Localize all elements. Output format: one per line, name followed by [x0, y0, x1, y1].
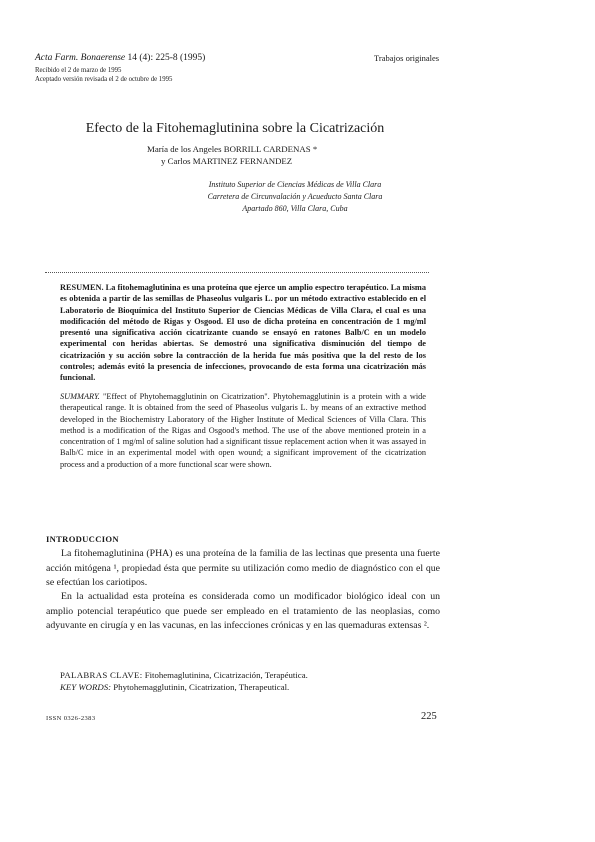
author-list	[147, 143, 317, 167]
intro-paragraph-1: La fitohemaglutinina (PHA) es una proteína de la familia de las lectinas que presenta una fuerte acción mitógena ¹, propiedad ésta que permite su utilización como medio de diagnóstico con el que se efectúan los cariotipos.	[46, 548, 440, 589]
affiliation-line-3: Apartado 860, Villa Clara, Cuba	[242, 204, 348, 213]
resumen-label: RESUMEN.	[60, 283, 104, 292]
affiliation-line-2: Carretera de Circunvalación y Acueducto Santa Clara	[207, 192, 383, 201]
article-dates	[35, 66, 172, 84]
author-line-2: y Carlos MARTINEZ FERNANDEZ	[161, 156, 293, 166]
journal-volume: 14 (4): 225-8 (1995)	[127, 53, 206, 63]
keywords-es-label: PALABRAS CLAVE:	[60, 670, 143, 680]
summary-text: "Effect of Phytohemagglutinin on Cicatrization". Phytohemagglutinin is a protein with a wide therapeutical range. It is obtained from the seed of Phaseolus vulgaris L. by means of an extractive method developed in the Biochemistry Laboratory of the Higher Institute of Medical Sciences of Villa Clara. This method is a modification of the Rigas and Osgood's method. The use of the above mentioned protein in a concentration of 1 mg/ml of saline solution had a significant tissue replacement action when it was assayed in Balb/C mice in an experimental model with open wound; a significant improvement of the cicatrization process and a production of a more functional scar were shown.	[60, 392, 426, 469]
abstract-english	[60, 391, 426, 470]
summary-label: SUMMARY.	[60, 392, 100, 401]
separator-rule	[45, 272, 429, 273]
issn: ISSN 0326-2383	[46, 715, 96, 722]
keywords-spanish	[60, 669, 308, 681]
section-heading: INTRODUCCION	[46, 534, 119, 544]
page-number: 225	[421, 711, 437, 722]
affiliation	[170, 179, 420, 215]
resumen-text: La fitohemaglutinina es una proteína que ejerce un amplio espectro terapéutico. La misma es obtenida a partir de las semillas de Phaseolus vulgaris L. por un método extractivo establecido en el Laboratorio de Bioquímica del Instituto Superior de Ciencias Médicas de Villa Clara, el cual es una modificación del método de Rigas y Osgood. El uso de dicha proteína en concentración de 1 mg/ml presentó una significativa acción cicatrizante cuando se ensayó en ratones Balb/C en un modelo experimental con heridas abiertas. Se demostró una significativa disminución del tiempo de cicatrización y su acción sobre la contracción de la herida fue más positiva que la del resto de los controles; además evitó la presencia de infecciones, provocando de esta forma una cicatrización más funcional.	[60, 283, 426, 383]
received-date: Recibido el 2 de marzo de 1995	[35, 67, 122, 74]
keywords-en-label: KEY WORDS:	[60, 682, 112, 692]
accepted-date: Aceptado versión revisada el 2 de octubre de 1995	[35, 76, 173, 83]
affiliation-line-1: Instituto Superior de Ciencias Médicas de Villa Clara	[208, 180, 382, 189]
author-line-1: María de los Angeles BORRILL CARDENAS *	[147, 144, 318, 154]
journal-citation	[35, 53, 205, 63]
keywords-block	[60, 669, 308, 693]
keywords-en-text: Phytohemagglutinin, Cicatrization, Therapeutical.	[113, 682, 290, 692]
section-label: Trabajos originales	[374, 53, 440, 63]
intro-paragraph-2: En la actualidad esta proteína es considerada como un modificador biológico ideal con un amplio potencial terapéutico que puede ser empleado en el tratamiento de las neoplasias, como adyuvante en cirugía y en las vacunas, en las infecciones crónicas y en las quemaduras extensas ².	[46, 591, 440, 632]
abstract-spanish	[60, 282, 426, 384]
keywords-es-text: Fitohemaglutinina, Cicatrización, Terapéutica.	[144, 670, 308, 680]
article-title: Efecto de la Fitohemaglutinina sobre la Cicatrización	[85, 121, 385, 136]
journal-name: Acta Farm. Bonaerense	[35, 53, 126, 63]
keywords-english	[60, 681, 308, 693]
